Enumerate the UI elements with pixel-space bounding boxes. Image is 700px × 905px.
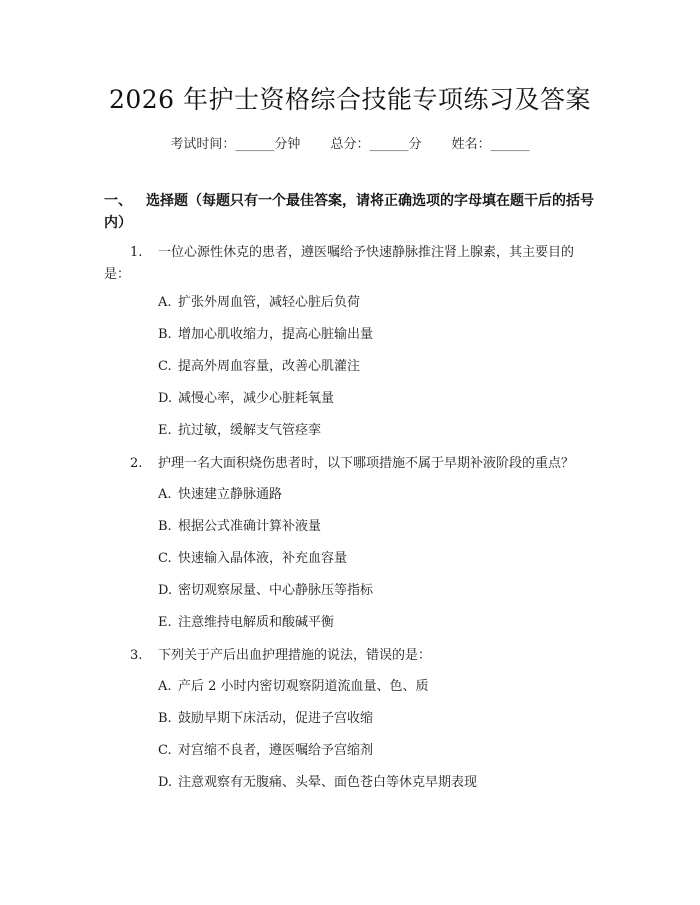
option-3b — [158, 709, 373, 729]
option-letter: A. — [158, 295, 172, 310]
option-text: 对宫缩不良者，遵医嘱给予宫缩剂 — [178, 743, 374, 758]
section-heading — [104, 190, 594, 234]
exam-time-field: 考试时间：______分钟 — [170, 137, 301, 152]
option-letter: C. — [158, 359, 172, 374]
question-number: 3. — [130, 648, 143, 663]
student-name-field: 姓名：______ — [451, 137, 530, 152]
question-number: 1. — [130, 245, 143, 260]
option-2e — [158, 613, 334, 633]
section-number: 一、 — [104, 193, 132, 209]
option-1e — [158, 421, 321, 441]
option-1d — [158, 389, 334, 409]
option-letter: E. — [158, 615, 172, 630]
option-letter: A. — [158, 679, 172, 694]
option-3d — [158, 773, 477, 793]
option-letter: D. — [158, 391, 173, 406]
option-text: 注意观察有无腹痛、头晕、面色苍白等休克早期表现 — [178, 775, 478, 790]
option-text: 减慢心率，减少心脏耗氧量 — [178, 391, 335, 406]
option-1a — [158, 293, 360, 313]
option-2c — [158, 549, 347, 569]
option-text: 提高外周血容量，改善心肌灌注 — [178, 359, 361, 374]
option-text: 产后 2 小时内密切观察阴道流血量、色、质 — [178, 679, 429, 694]
option-letter: B. — [158, 711, 172, 726]
option-letter: B. — [158, 327, 172, 342]
exam-meta — [0, 133, 700, 152]
option-text: 增加心肌收缩力，提高心脏输出量 — [178, 327, 374, 342]
option-1b — [158, 325, 373, 345]
question-stem: 下列关于产后出血护理措施的说法，错误的是： — [158, 648, 432, 663]
total-score-field: 总分：______分 — [330, 137, 422, 152]
option-text: 注意维持电解质和酸碱平衡 — [178, 615, 335, 630]
option-2a — [158, 485, 282, 505]
option-letter: A. — [158, 487, 172, 502]
section-heading-text: 选择题（每题只有一个最佳答案，请将正确选项的字母填在题干后的括号内） — [104, 193, 594, 231]
option-2d — [158, 581, 373, 601]
option-letter: D. — [158, 583, 173, 598]
option-text: 快速输入晶体液，补充血容量 — [178, 551, 348, 566]
question-stem: 护理一名大面积烧伤患者时，以下哪项措施不属于早期补液阶段的重点？ — [158, 456, 575, 471]
option-letter: B. — [158, 519, 172, 534]
option-text: 根据公式准确计算补液量 — [178, 519, 322, 534]
option-2b — [158, 517, 321, 537]
question-stem: 一位心源性休克的患者，遵医嘱给予快速静脉推注肾上腺素，其主要目的是： — [104, 245, 575, 282]
option-1c — [158, 357, 360, 377]
option-text: 鼓励早期下床活动，促进子宫收缩 — [178, 711, 374, 726]
option-letter: C. — [158, 743, 172, 758]
option-text: 扩张外周血管，减轻心脏后负荷 — [178, 295, 361, 310]
option-letter: C. — [158, 551, 172, 566]
question-1 — [104, 242, 598, 286]
option-text: 快速建立静脉通路 — [178, 487, 283, 502]
option-3c — [158, 741, 373, 761]
option-3a — [158, 677, 429, 697]
question-3 — [104, 645, 598, 667]
option-letter: E. — [158, 423, 172, 438]
document-title: 2026 年护士资格综合技能专项练习及答案 — [108, 85, 592, 114]
question-2 — [104, 453, 598, 475]
option-letter: D. — [158, 775, 173, 790]
option-text: 密切观察尿量、中心静脉压等指标 — [178, 583, 374, 598]
question-number: 2. — [130, 456, 143, 471]
option-text: 抗过敏，缓解支气管痉挛 — [178, 423, 322, 438]
